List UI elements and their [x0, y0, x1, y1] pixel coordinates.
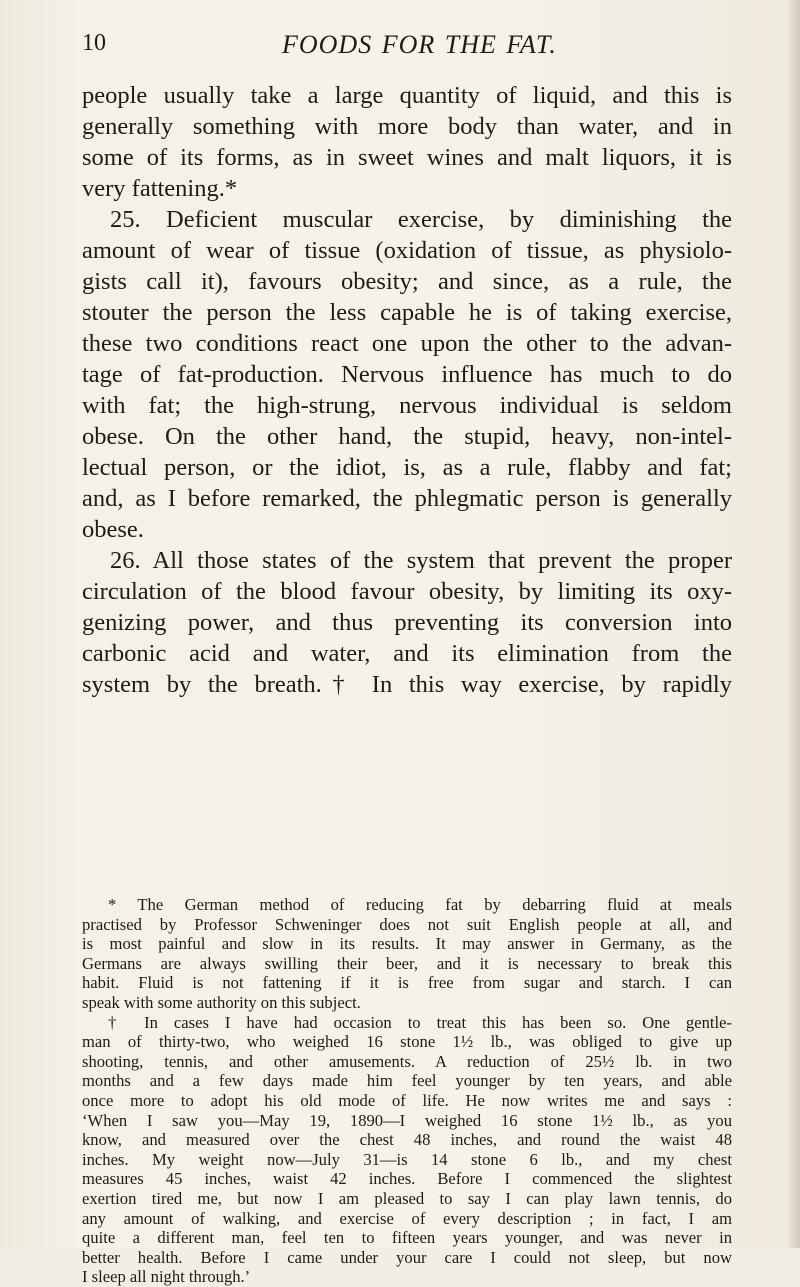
page-edge-shadow: [786, 0, 800, 1248]
footnote-line: know, and measured over the chest 48 inches, and round the waist 48: [82, 1130, 732, 1150]
body-line: gists call it), favours obesity; and since, as a rule, the: [82, 268, 732, 295]
footnote-line: is most painful and slow in its results. It may answer in Germany, as the: [82, 934, 732, 954]
footnote-line: months and a few days made him feel younger by ten years, and able: [82, 1071, 732, 1091]
body-line: carbonic acid and water, and its elimination from the: [82, 640, 732, 667]
paragraph-26-start: 26. All those states of the system that prevent the proper: [110, 547, 732, 574]
footnote-line: quite a different man, feel ten to fifteen years younger, and was never in: [82, 1228, 732, 1248]
footnote-line: inches. My weight now—July 31—is 14 stone 6 lb., and my chest: [82, 1149, 732, 1169]
body-line: people usually take a large quantity of liquid, and this is: [82, 82, 732, 109]
footnote-line: shooting, tennis, and other amusements. A reduction of 25½ lb. in two: [82, 1051, 732, 1071]
body-text: [82, 80, 732, 700]
footnote-line: once more to adopt his old mode of life. He now writes me and says :: [82, 1090, 732, 1110]
page-header: [82, 26, 732, 66]
body-line: obese.: [82, 516, 144, 543]
body-line: amount of wear of tissue (oxidation of tissue, as physiolo-: [82, 237, 732, 264]
footnote-line: ‘When I saw you—May 19, 1890—I weighed 16 stone 1½ lb., as you: [82, 1110, 732, 1130]
footnote-dagger-start: † In cases I have had occasion to treat this has been so. One gentle-: [108, 1012, 732, 1032]
footnote-line: speak with some authority on this subject.: [82, 992, 361, 1012]
body-line: these two conditions react one upon the other to the advan-: [82, 330, 732, 357]
body-line: generally something with more body than water, and in: [82, 113, 732, 140]
footnote-star-start: * The German method of reducing fat by debarring fluid at meals: [108, 895, 732, 914]
footnote-line: practised by Professor Schweninger does not suit English people at all, and: [82, 914, 732, 934]
paragraph-25-start: 25. Deficient muscular exercise, by diminishing the: [110, 206, 732, 233]
footnote-line: exertion tired me, but now I am pleased to say I can play lawn tennis, do: [82, 1188, 732, 1208]
body-line: tage of fat-production. Nervous influence has much to do: [82, 361, 732, 388]
footnote-line: any amount of walking, and exercise of every description ; in fact, I am: [82, 1208, 732, 1228]
page-number: 10: [82, 30, 106, 56]
body-line: lectual person, or the idiot, is, as a rule, flabby and fat;: [82, 454, 732, 481]
body-line: some of its forms, as in sweet wines and malt liquors, it is: [82, 144, 732, 171]
body-line: and, as I before remarked, the phlegmatic person is generally: [82, 485, 732, 512]
footnote-line: measures 45 inches, waist 42 inches. Before I commenced the slightest: [82, 1169, 732, 1189]
footnote-line: man of thirty-two, who weighed 16 stone 1½ lb., was obliged to give up: [82, 1032, 732, 1052]
running-head: FOODS FOR THE FAT.: [282, 30, 557, 59]
footnote-line: I sleep all night through.’: [82, 1267, 251, 1287]
body-line: genizing power, and thus preventing its conversion into: [82, 609, 732, 636]
footnote-line: habit. Fluid is not fattening if it is free from sugar and starch. I can: [82, 973, 732, 993]
body-line: stouter the person the less capable he is of taking exercise,: [82, 299, 732, 326]
footnotes: [82, 895, 732, 1287]
body-line: obese. On the other hand, the stupid, heavy, non-intel-: [82, 423, 732, 450]
body-line: very fattening.*: [82, 175, 238, 202]
body-line: circulation of the blood favour obesity, by limiting its oxy-: [82, 578, 732, 605]
body-line: with fat; the high-strung, nervous individual is seldom: [82, 392, 732, 419]
footnote-line: better health. Before I came under your care I could not sleep, but now: [82, 1247, 732, 1267]
body-line: system by the breath.† In this way exercise, by rapidly: [82, 671, 732, 698]
footnote-line: Germans are always swilling their beer, and it is necessary to break this: [82, 953, 732, 973]
